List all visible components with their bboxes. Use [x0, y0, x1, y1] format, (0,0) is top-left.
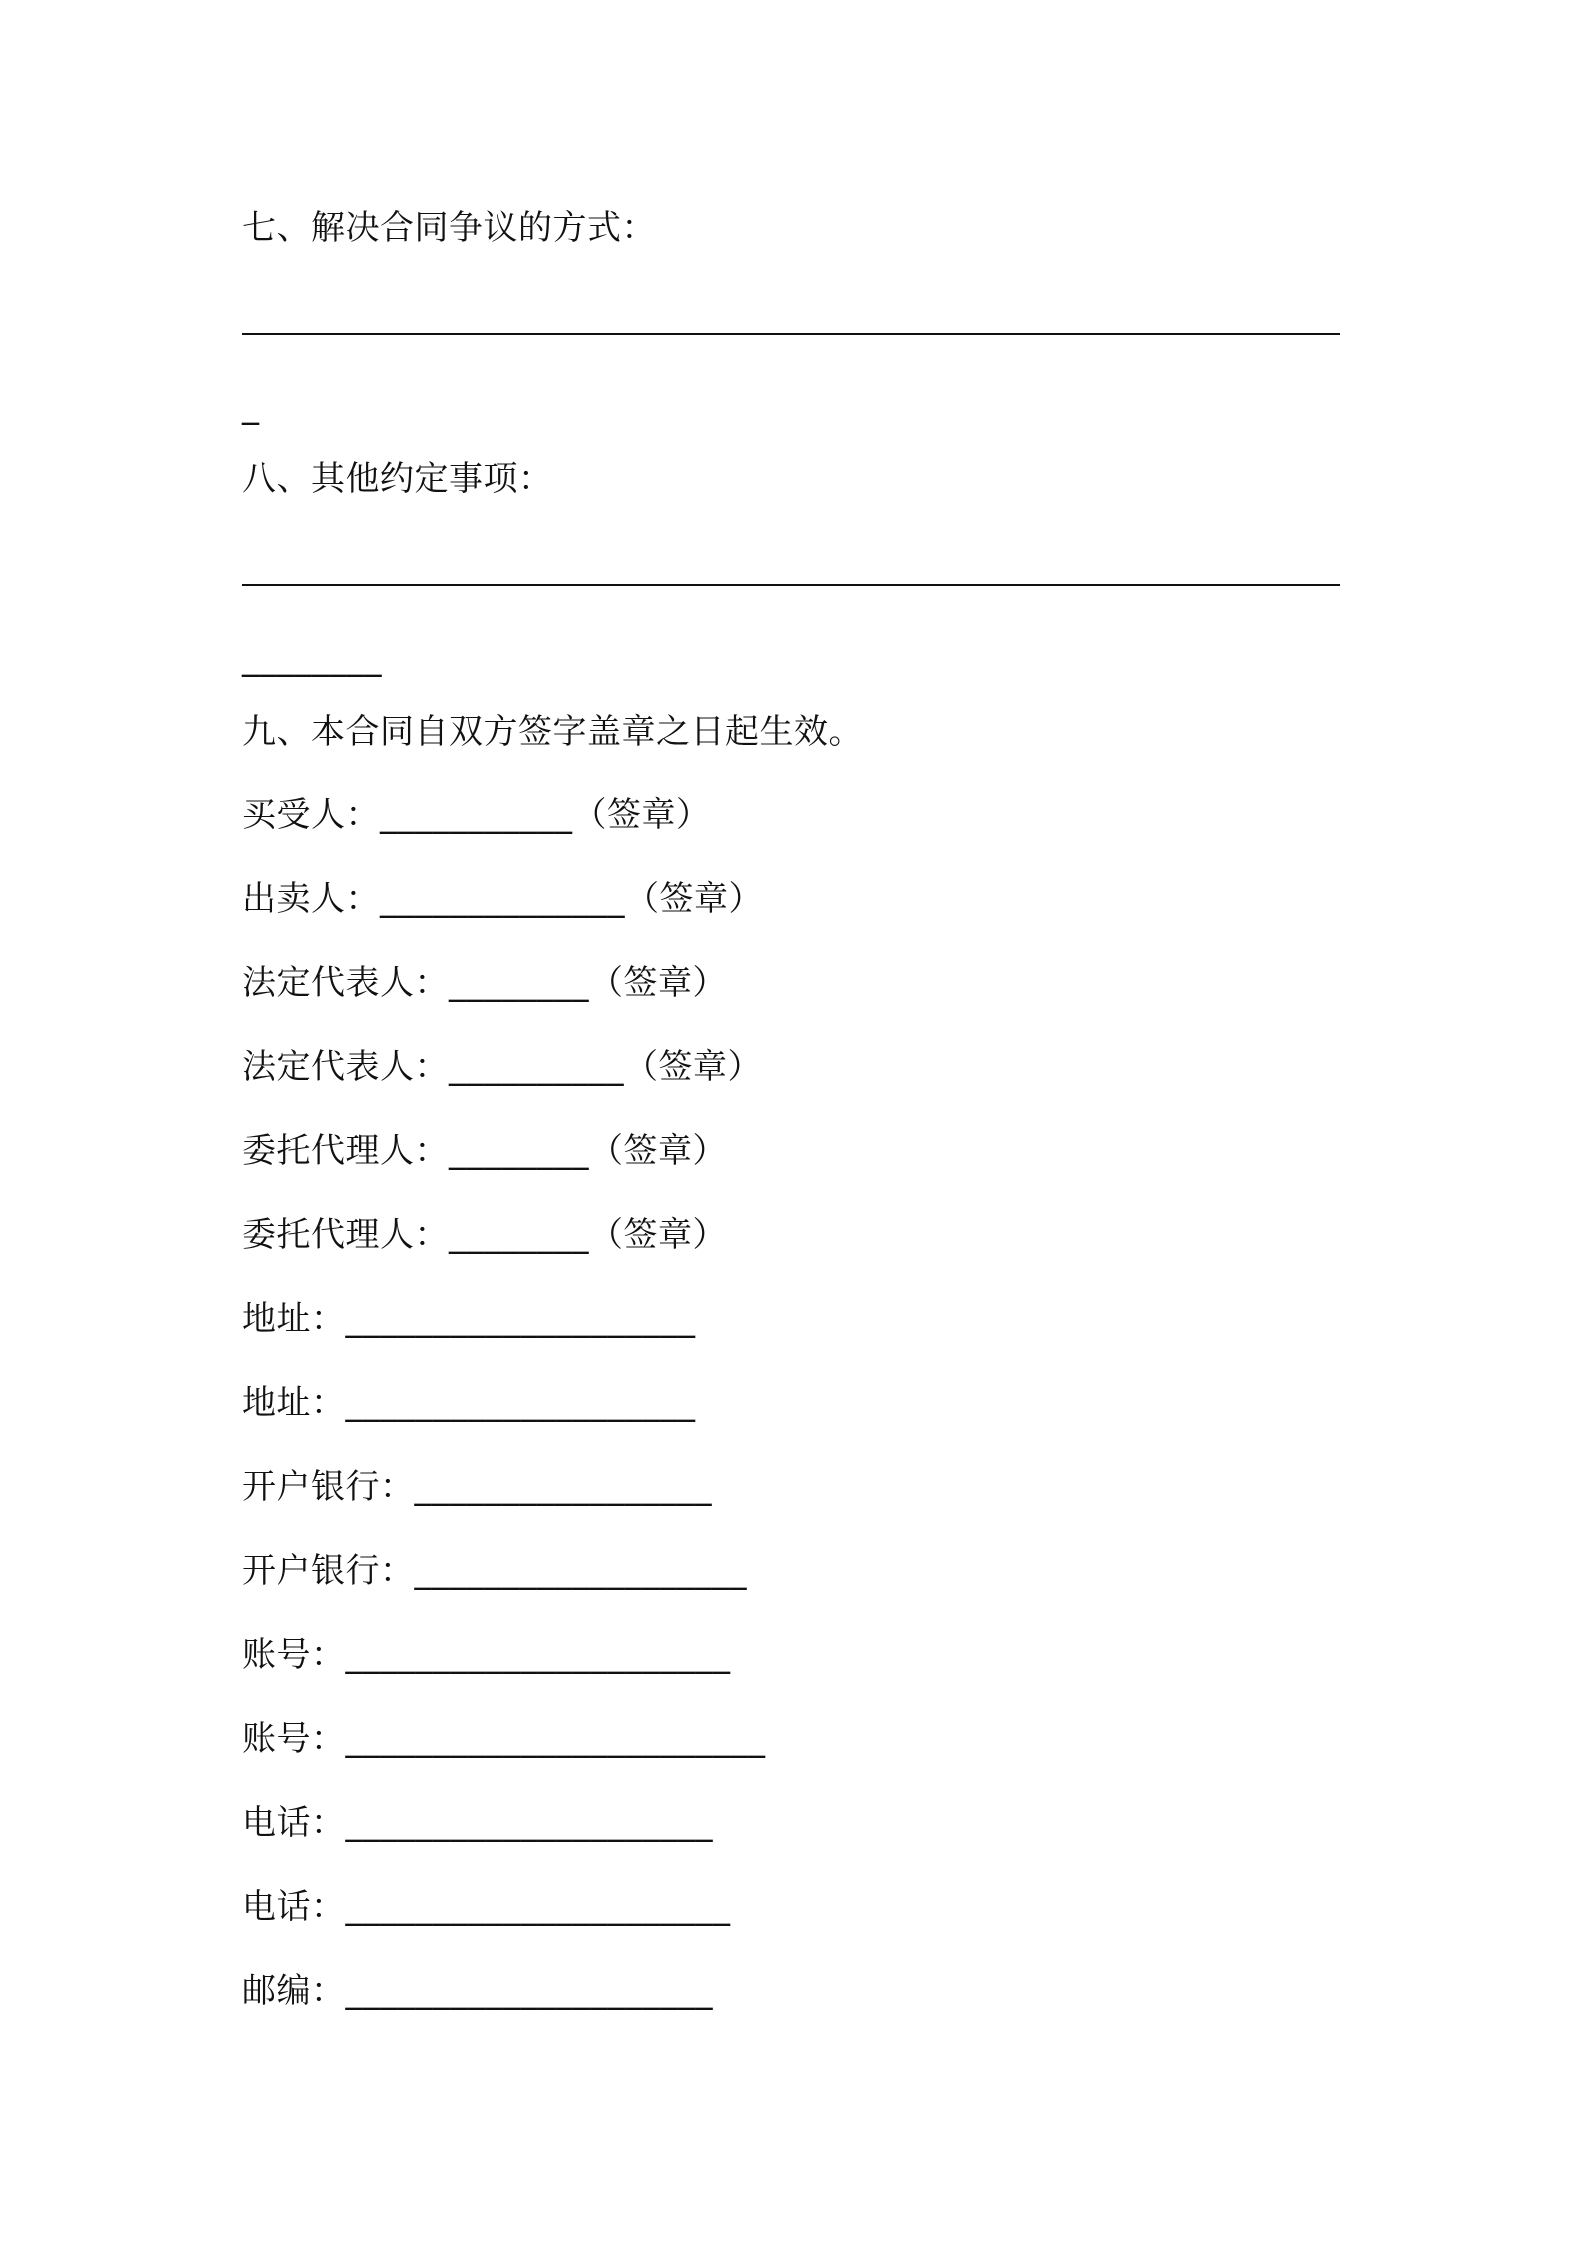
buyer-phone-line: 电话：_____________________ — [242, 1803, 713, 1843]
seller-account-line: 账号：________________________ — [242, 1719, 766, 1759]
buyer-address-line: 地址：____________________ — [242, 1299, 696, 1339]
seller-address-line: 地址：____________________ — [242, 1383, 696, 1423]
section-8-fill-line — [242, 584, 1340, 586]
seller-legal-representative-line: 法定代表人：__________（签章） — [242, 1047, 762, 1087]
section-8-heading: 八、其他约定事项： — [242, 459, 553, 499]
section-7-fill-line-tail: _ — [242, 386, 260, 426]
seller-agent-line: 委托代理人：________（签章） — [242, 1215, 727, 1255]
buyer-agent-line: 委托代理人：________（签章） — [242, 1131, 727, 1171]
section-8-fill-line-tail: ________ — [242, 638, 382, 678]
section-9-effective-clause: 九、本合同自双方签字盖章之日起生效。 — [242, 712, 863, 752]
buyer-account-line: 账号：______________________ — [242, 1635, 731, 1675]
seller-signature-line: 出卖人：______________（签章） — [242, 879, 763, 919]
buyer-legal-representative-line: 法定代表人：________（签章） — [242, 963, 727, 1003]
section-7-fill-line — [242, 333, 1340, 335]
seller-bank-line: 开户银行：___________________ — [242, 1551, 747, 1591]
seller-phone-line: 电话：______________________ — [242, 1887, 731, 1927]
postal-code-line: 邮编：_____________________ — [242, 1971, 713, 2011]
buyer-signature-line: 买受人：___________（签章） — [242, 795, 711, 835]
section-7-heading: 七、解决合同争议的方式： — [242, 208, 656, 248]
buyer-bank-line: 开户银行：_________________ — [242, 1467, 712, 1507]
